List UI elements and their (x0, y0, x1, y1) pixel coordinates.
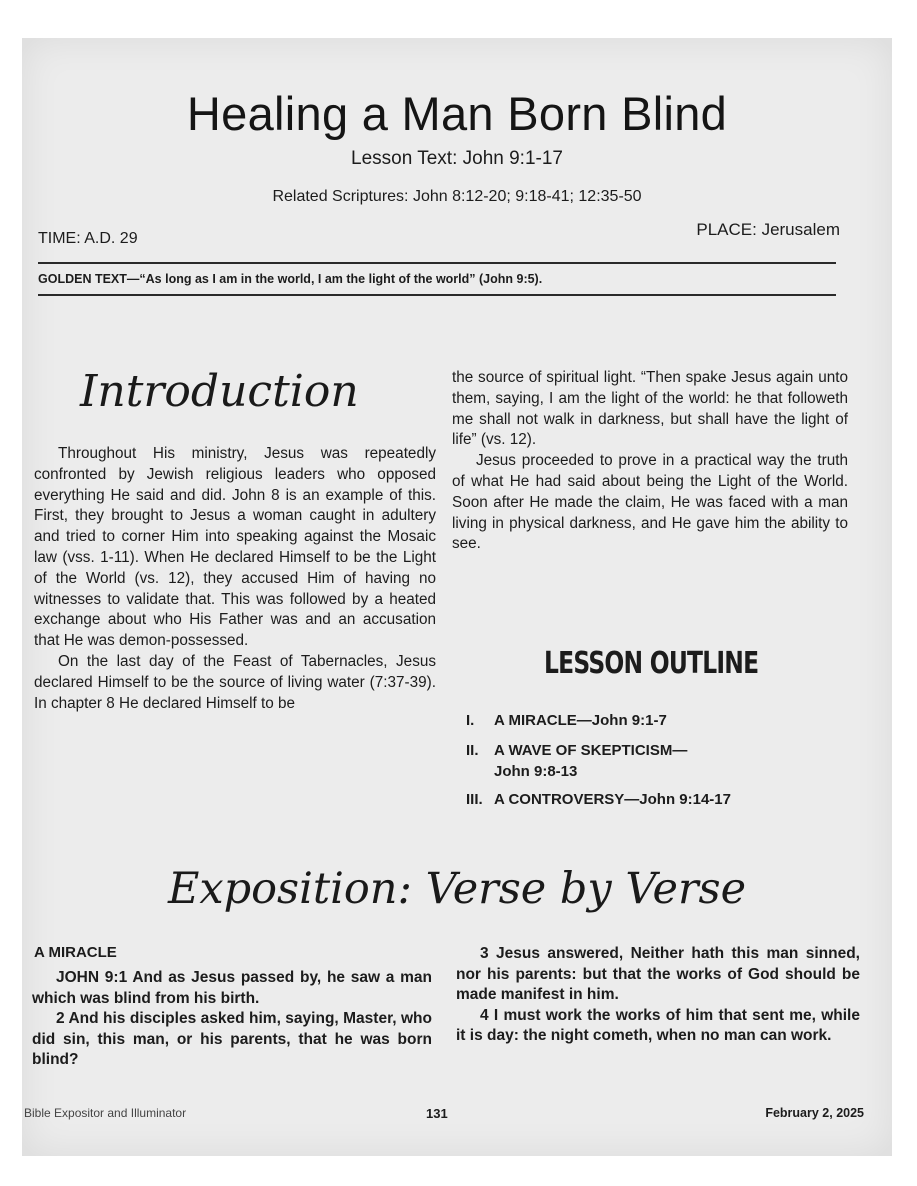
introduction-right-column (452, 368, 848, 555)
verse: 2 And his disciples asked him, saying, Master, who did sin, this man, or his parents, that he was born blind? (32, 1010, 432, 1068)
book-page (22, 38, 892, 1156)
introduction-heading: Introduction (80, 366, 359, 417)
outline-item-text: A WAVE OF SKEPTICISM— (494, 742, 688, 759)
lesson-text-reference: Lesson Text: John 9:1-17 (351, 148, 563, 169)
outline-item (466, 789, 731, 810)
golden-text: GOLDEN TEXT—“As long as I am in the world, I am the light of the world” (John 9:5). (38, 272, 543, 286)
verse: JOHN 9:1 And as Jesus passed by, he saw a man which was blind from his birth. (32, 969, 432, 1007)
outline-item-text-line2: John 9:8-13 (494, 763, 578, 780)
lesson-outline-heading: LESSON OUTLINE (544, 646, 759, 681)
exposition-heading: Exposition: Verse by Verse (167, 864, 747, 914)
footer-publication: Bible Expositor and Illuminator (24, 1106, 187, 1120)
outline-item-number: III. (466, 791, 483, 808)
related-scriptures: Related Scriptures: John 8:12-20; 9:18-41; 12:35-50 (272, 188, 642, 205)
intro-paragraph-continued: the source of spiritual light. “Then spake Jesus again unto them, saying, I am the light of the world: he that followeth me shall not walk in darkness, but shall have the light of life” (vs. 12). (452, 369, 848, 449)
lesson-time: TIME: A.D. 29 (38, 230, 138, 247)
golden-text-bottom-rule (38, 294, 836, 296)
verse: 3 Jesus answered, Neither hath this man sinned, nor his parents: but that the works of God should be made manifest in him. (456, 945, 860, 1003)
exposition-section-heading: A MIRACLE (34, 944, 117, 961)
outline-item (466, 740, 731, 782)
outline-item (466, 710, 731, 731)
lesson-place: PLACE: Jerusalem (696, 220, 840, 239)
intro-paragraph: On the last day of the Feast of Tabernacles, Jesus declared Himself to be the source of living water (7:37-39). In chapter 8 He declared Himself to be (34, 652, 436, 712)
footer-page-number: 131 (426, 1106, 448, 1121)
verse: 4 I must work the works of him that sent me, while it is day: the night cometh, when no man can work. (456, 1006, 860, 1044)
introduction-left-column (34, 444, 436, 714)
exposition-left-column (32, 968, 432, 1071)
intro-paragraph: Throughout His ministry, Jesus was repeatedly confronted by Jewish religious leaders who opposed everything He said and did. John 8 is an example of this. First, they brought to Jesus a woman caught in adultery and tried to corner Him into speaking against the Mosaic law (vss. 1-11). When He declared Himself to be the Light of the World (vs. 12), they accused Him of having no witnesses to validate that. This was followed by a heated exchange about who His Father was and an accusation that He was demon-possessed. (34, 445, 436, 650)
intro-paragraph: Jesus proceeded to prove in a practical way the truth of what He had said about being the Light of the World. Soon after He made the claim, He was faced with a man living in physical darkness, and He gave him the ability to see. (452, 452, 848, 553)
footer-date: February 2, 2025 (765, 1106, 864, 1120)
lesson-title: Healing a Man Born Blind (186, 87, 728, 140)
outline-item-text: A CONTROVERSY—John 9:14-17 (494, 791, 731, 808)
outline-item-text: A MIRACLE—John 9:1-7 (494, 712, 667, 729)
lesson-outline-list (466, 710, 731, 810)
outline-item-number: I. (466, 712, 475, 729)
golden-text-top-rule (38, 262, 836, 264)
outline-item-number: II. (466, 742, 479, 759)
exposition-right-column (456, 944, 860, 1047)
